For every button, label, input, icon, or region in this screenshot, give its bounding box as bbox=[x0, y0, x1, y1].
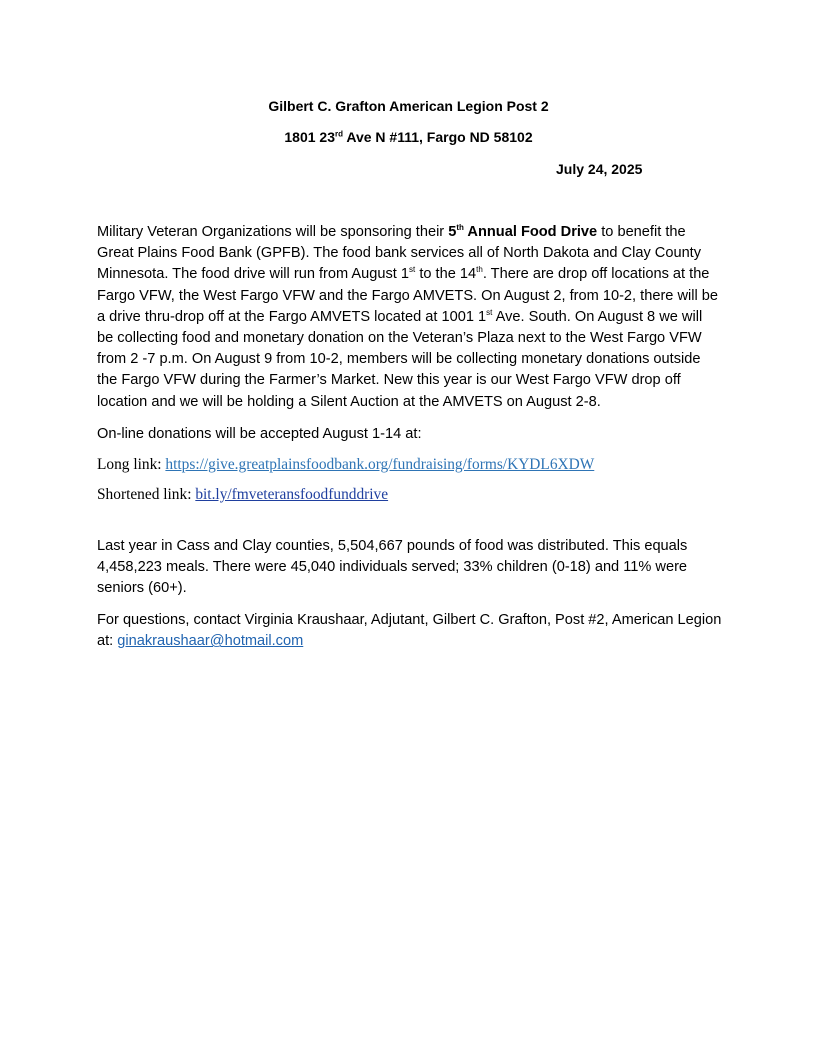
address-part-1: 1801 23 bbox=[284, 129, 335, 145]
short-donation-link[interactable]: bit.ly/fmveteransfoodfunddrive bbox=[195, 486, 389, 503]
intro-paragraph bbox=[97, 222, 722, 413]
event-number-ordinal: th bbox=[456, 223, 464, 233]
intro-ordinal-2: th bbox=[476, 265, 483, 275]
event-name bbox=[448, 224, 597, 240]
intro-ordinal-3: st bbox=[486, 307, 493, 317]
intro-text-3: to the 14 bbox=[415, 266, 477, 283]
intro-text-5: Ave. South. On August 8 we will be collecting food and monetary donation on the Veteran’s Plaza next to the West Fargo VFW from 2 -7 p.m. On August 9 from 10-2, members will be collecting monetary donations outside the Fargo VFW during the Farmer’s Market. New this year is our West Fargo VFW drop off location and we will be holding a Silent Auction at the AMVETS on August 2-8. bbox=[97, 308, 703, 410]
event-number: 5 bbox=[448, 224, 457, 240]
intro-text-1: Military Veteran Organizations will be sponsoring their bbox=[97, 224, 449, 240]
long-donation-link[interactable]: https://give.greatplainsfoodbank.org/fundraising/forms/KYDL6XDW bbox=[165, 456, 595, 473]
organization-address bbox=[0, 129, 817, 146]
short-link-label: Shortened link: bbox=[97, 486, 196, 503]
contact-email-link[interactable]: ginakraushaar@hotmail.com bbox=[117, 633, 304, 650]
contact-paragraph bbox=[97, 610, 722, 652]
event-title: Annual Food Drive bbox=[463, 224, 598, 240]
long-link-label: Long link: bbox=[97, 456, 166, 473]
contact-text: For questions, contact Virginia Kraushaar, Adjutant, Gilbert C. Grafton, Post #2, American Legion at: bbox=[97, 612, 722, 650]
organization-title: Gilbert C. Grafton American Legion Post 2 bbox=[268, 98, 549, 114]
letter-date: July 24, 2025 bbox=[556, 161, 643, 177]
intro-ordinal-1: st bbox=[409, 265, 416, 275]
long-link-line bbox=[97, 454, 594, 475]
address-ordinal: rd bbox=[334, 129, 343, 139]
online-donations-paragraph: On-line donations will be accepted August 1-14 at: bbox=[97, 426, 422, 442]
address-part-2: Ave N #111, Fargo ND 58102 bbox=[342, 129, 533, 145]
statistics-paragraph: Last year in Cass and Clay counties, 5,504,667 pounds of food was distributed. This equals 4,458,223 meals. There were 45,040 individuals served; 33% children (0-18) and 11% were seniors (60+). bbox=[97, 538, 688, 597]
intro-text-2: to benefit the Great Plains Food Bank (GPFB). The food bank services all of North Dakota and Clay County Minnesota. The food drive will run from August 1 bbox=[97, 224, 702, 283]
short-link-line bbox=[97, 484, 388, 505]
intro-text-4: . There are drop off locations at the Fargo VFW, the West Fargo VFW and the Fargo AMVETS. On August 2, from 10-2, there will be a drive thru-drop off at the Fargo AMVETS located at 1001 1 bbox=[97, 266, 719, 325]
